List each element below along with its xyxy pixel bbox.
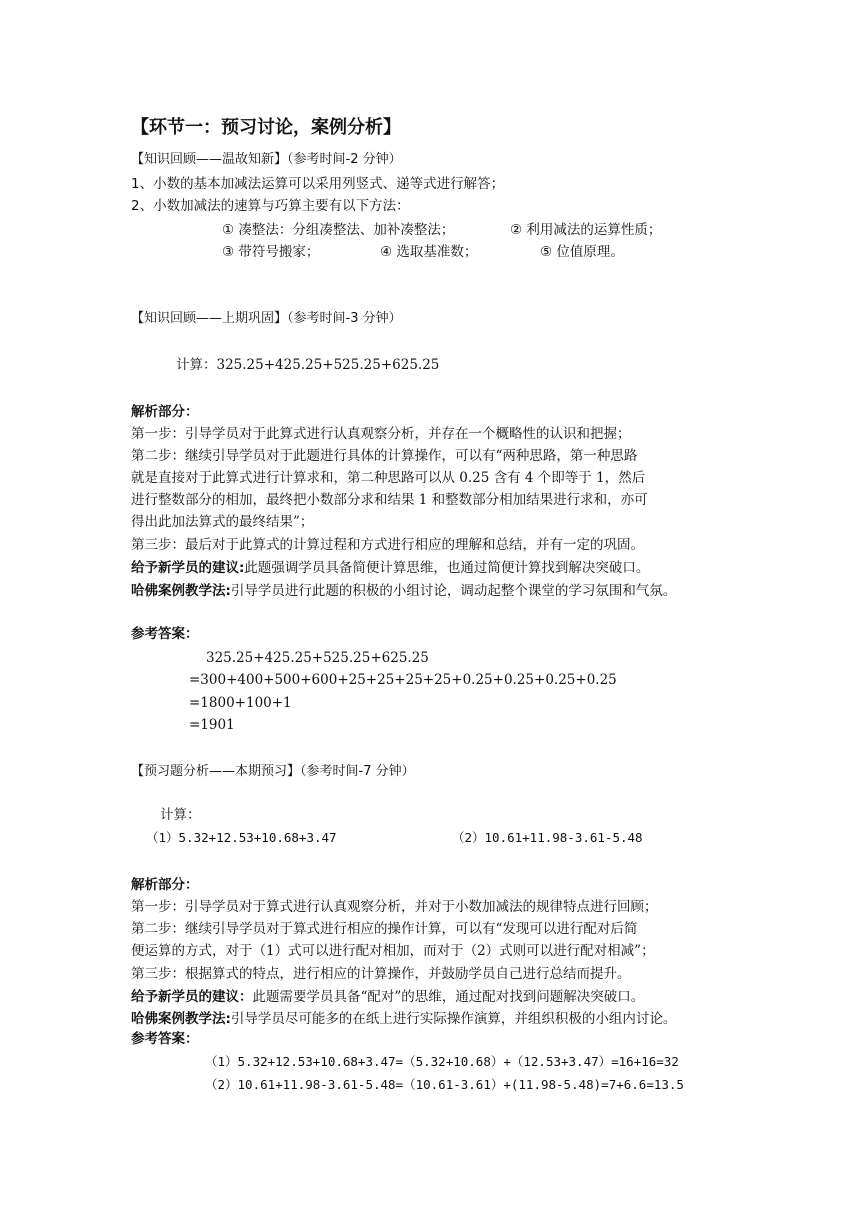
preview-step-3: 第三步：根据算式的特点，进行相应的计算操作，并鼓励学员自己进行总结而提升。 [131, 966, 631, 982]
preview-step-2-line: 便运算的方式，对于（1）式可以进行配对相加，而对于（2）式则可以进行配对相减”； [131, 943, 655, 959]
preview-step-1: 第一步：引导学员对于算式进行认真观察分析，并对于小数加减法的规律特点进行回顾； [131, 899, 658, 915]
method-4: ④ 选取基准数； [380, 244, 478, 260]
review1-item-2: 2、小数加减法的速算与巧算主要有以下方法： [131, 198, 410, 214]
advice-label: 给予新学员的建议: [131, 560, 245, 576]
preview-analysis-label: 解析部分： [131, 877, 199, 893]
harvard-text: 引导学员尽可能多的在纸上进行实际操作演算，并组织积极的小组内讨论。 [230, 1011, 677, 1027]
preview-advice [131, 988, 644, 1006]
review2-answer-line: =300+400+500+600+25+25+25+25+0.25+0.25+0.25+0.25 [189, 672, 617, 688]
review2-heading: 【知识回顾——上期巩固】（参考时间-3 分钟） [131, 311, 402, 326]
review1-heading: 【知识回顾——温故知新】（参考时间-2 分钟） [131, 152, 402, 167]
review2-answer-line: 325.25+425.25+525.25+625.25 [206, 650, 429, 666]
harvard-text: 引导学员进行此题的积极的小组讨论，调动起整个课堂的学习氛围和气氛。 [230, 583, 677, 599]
preview-question-1: （1）5.32+12.53+10.68+3.47 [146, 830, 337, 845]
method-3: ③ 带符号搬家； [222, 244, 320, 260]
preview-question-2: （2）10.61+11.98-3.61-5.48 [452, 830, 643, 845]
method-2: ② 利用减法的运算性质； [510, 222, 662, 238]
review2-step-1: 第一步：引导学员对于此算式进行认真观察分析，并存在一个概略性的认识和把握； [131, 426, 631, 442]
review2-question: 计算：325.25+425.25+525.25+625.25 [176, 357, 440, 373]
method-5: ⑤ 位值原理。 [540, 244, 624, 260]
review2-answer-label: 参考答案： [131, 626, 199, 642]
preview-step-2-line: 第二步：继续引导学员对于算式进行相应的操作计算，可以有“发现可以进行配对后简 [131, 921, 638, 937]
review2-analysis-label: 解析部分： [131, 404, 199, 420]
review1-item-1: 1、小数的基本加减法运算可以采用列竖式、递等式进行解答； [131, 176, 505, 192]
advice-text: 此题需要学员具备“配对”的思维，通过配对找到问题解决突破口。 [252, 989, 645, 1005]
section-title: 【环节一：预习讨论，案例分析】 [131, 117, 401, 138]
preview-heading: 【预习题分析——本期预习】（参考时间-7 分钟） [131, 764, 415, 779]
harvard-label: 哈佛案例教学法: [131, 1011, 231, 1027]
harvard-label: 哈佛案例教学法: [131, 583, 231, 599]
review2-answer-line: =1800+100+1 [189, 695, 292, 711]
review2-answer-line: =1901 [189, 717, 235, 733]
preview-calc-label: 计算： [160, 807, 201, 823]
review2-step-2-line: 进行整数部分的相加，最终把小数部分求和结果 1 和整数部分相加结果进行求和，亦可 [131, 492, 648, 508]
review2-harvard [131, 582, 676, 600]
advice-label: 给予新学员的建议： [131, 989, 253, 1005]
advice-text: 此题强调学员具备简便计算思维，也通过简便计算找到解决突破口。 [244, 560, 650, 576]
review2-step-2-line: 得出此加法算式的最终结果”； [131, 514, 314, 530]
review2-step-3: 第三步：最后对于此算式的计算过程和方式进行相应的理解和总结，并有一定的巩固。 [131, 537, 644, 553]
preview-answer-label: 参考答案： [131, 1031, 199, 1047]
method-1: ① 凑整法：分组凑整法、加补凑整法； [222, 222, 455, 238]
review2-step-2-line: 就是直接对于此算式进行计算求和，第二种思路可以从 0.25 含有 4 个即等于 1，然后 [131, 470, 646, 486]
review2-advice [131, 559, 649, 577]
review2-step-2-line: 第二步：继续引导学员对于此题进行具体的计算操作，可以有“两种思路，第一种思路 [131, 448, 638, 464]
preview-answer-1: （1）5.32+12.53+10.68+3.47=（5.32+10.68）+（12.53+3.47）=16+16=32 [205, 1054, 679, 1069]
preview-harvard [131, 1010, 676, 1028]
preview-answer-2: （2）10.61+11.98-3.61-5.48=（10.61-3.61）+(11.98-5.48)=7+6.6=13.5 [205, 1077, 684, 1092]
